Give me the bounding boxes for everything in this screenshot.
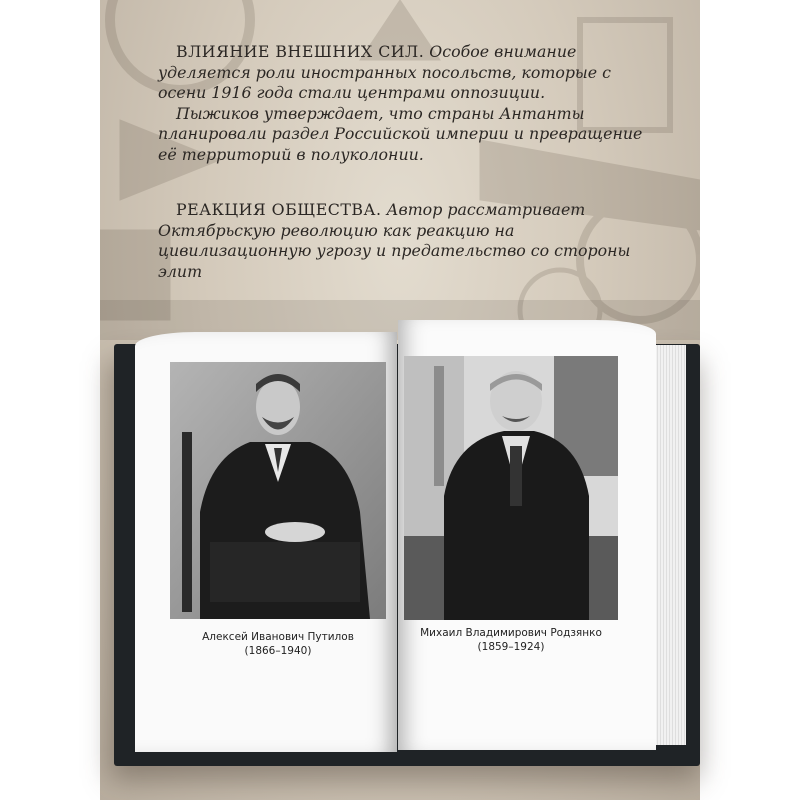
paragraph-embassies-text: Особое внимание уделяется роли иностранных посольств, которые с осени 1916 года стали центрами оппозиции.: [158, 42, 612, 102]
portrait-photo-rodzianko: [404, 356, 618, 620]
caption-putilov-years: (1866–1940): [244, 645, 312, 657]
paragraph-embassies: [158, 42, 660, 104]
page-edges: [652, 345, 686, 745]
paragraph-entente: Пыжиков утверждает, что страны Антанты планировали раздел Российской империи и превращение её территорий в полуколонии.: [158, 103, 643, 164]
caption-putilov: [170, 630, 386, 658]
paragraph-revolution-text: Автор рассматривает Октябрьскую революцию как реакцию на цивилизационную угрозу и предательство со стороны элит: [158, 200, 631, 281]
caption-rodzianko: [404, 626, 618, 654]
portrait-putilov-image: [170, 362, 386, 619]
section-heading-external-forces: ВЛИЯНИЕ ВНЕШНИХ СИЛ.: [176, 42, 425, 61]
paragraph-revolution: [158, 200, 660, 282]
text-block-society-reaction: [158, 200, 660, 282]
portrait-photo-putilov: [170, 362, 386, 619]
section-heading-society-reaction: РЕАКЦИЯ ОБЩЕСТВА.: [176, 200, 382, 219]
caption-putilov-name: Алексей Иванович Путилов: [202, 631, 354, 643]
portrait-rodzianko-image: [404, 356, 618, 620]
text-block-external-forces: [158, 42, 660, 165]
caption-rodzianko-name: Михаил Владимирович Родзянко: [420, 627, 602, 639]
caption-rodzianko-years: (1859–1924): [477, 641, 545, 653]
